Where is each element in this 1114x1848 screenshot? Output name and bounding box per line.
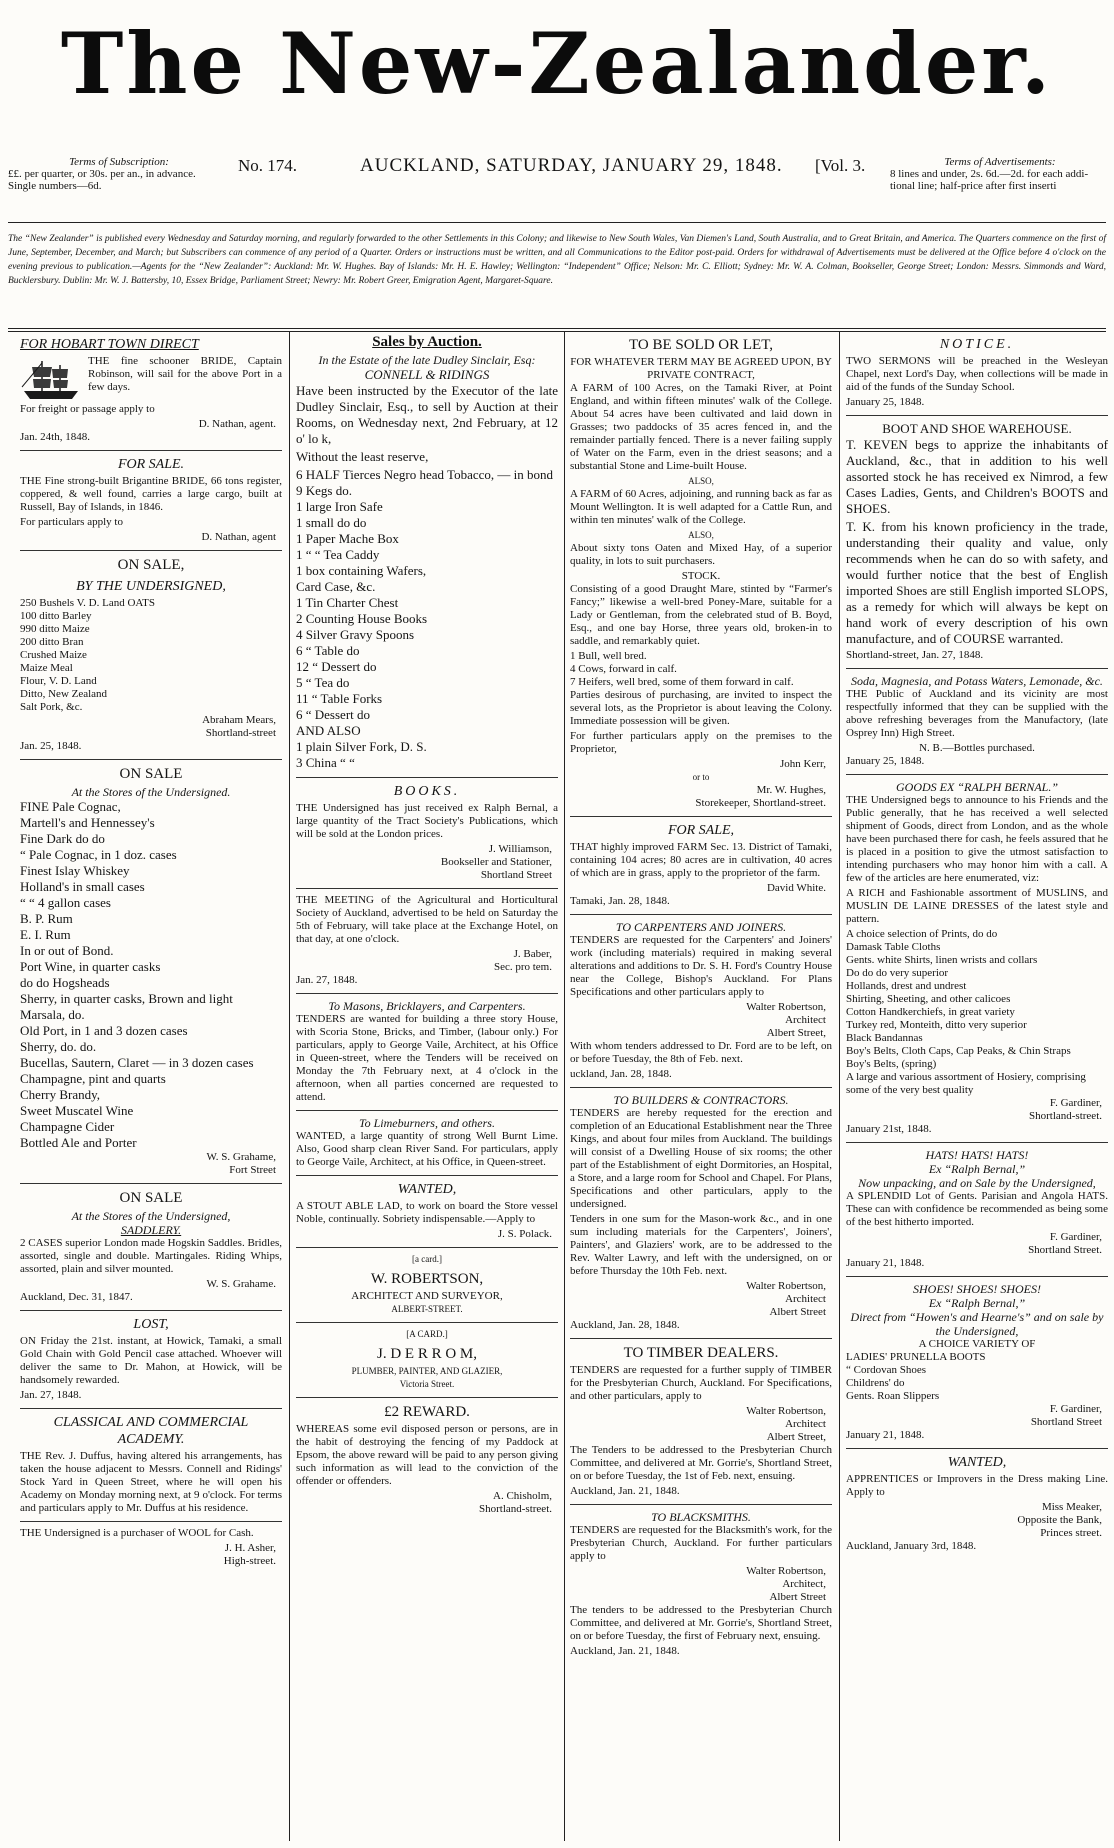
list-item: 1 Tin Charter Chest bbox=[296, 595, 399, 610]
ad-academy: CLASSICAL AND COMMERCIAL ACADEMY. THE Rev. J. Duffus, having altered his arrangements, has taken the house adjacent to Messrs. Connell and Ridings' Stock Yard in Queen Street, where he will open his Academy on Monday morning next, at 9 o'clock. For terms and particulars apply to Mr. Duffus at his residence. bbox=[20, 1415, 282, 1514]
list-item: Gents. Roan Slippers bbox=[846, 1390, 940, 1402]
ad-goods-ralph-bernal: GOODS EX “RALPH BERNAL.” THE Undersigned begs to announce to his Friends and the Public generally, that he has received a well selected shipment of Goods, direct from London, and as the whole have been purchased there for cash, he feels assured that he is placed in a position to give the utmost satisfaction to intending purchasers who may honor him with a call. A few of the articles are here enumerated, viz: A RICH and Fashionable assortment of MUSLINS, and MUSLIN DE LAINE DRESSES of the latest style and pattern. A choice selection of Prints, do do Damask Table Cloths Gents. white Shirts, linen wrists and collars Do do do very superior Hollands, drest and undrest Shirting, Sheeting, and other calicoes Cotton Handkerchiefs, in great variety Turkey red, Monteith, ditto very superior Black Bandannas Boy's Belts, Cloth Caps, Cap Peaks, & Chin Straps Boy's Belts, (spring) A large and various assortment of Hosiery, comprising some of the very best quality F. Gardiner, Shortland-street. January 21st, 1848. bbox=[846, 780, 1108, 1135]
ad-auction: Sales by Auction. In the Estate of the late Dudley Sinclair, Esq: CONNELL & RIDINGS Have been instructed by the Executor of the late Dudley Sinclair, Esq., to sell by Auction at their Rooms, on Wednesday next, 2nd February, at 12 o' lo k, Without the least reserve, 6 HALF Tierces Negro head Tobacco, — in bond 9 Kegs do. 1 large Iron Safe 1 small do do 1 Paper Mache Box 1 “ “ Tea Caddy 1 box containing Wafers, Card Case, &c. 1 Tin Charter Chest 2 Counting House Books 4 Silver Gravy Spoons 6 “ Table do 12 “ Dessert do 5 “ Tea do 11 “ Table Forks 6 “ Dessert do AND ALSO 1 plain Silver Fork, D. S. 3 China “ “ bbox=[296, 334, 558, 770]
list-item: Salt Pork, &c. bbox=[20, 701, 83, 713]
column-2 bbox=[296, 332, 558, 1840]
list-item: 1 Bull, well bred. bbox=[570, 650, 647, 662]
list-item: 6 “ Dessert do bbox=[296, 707, 371, 722]
list-item: Sherry, do. do. bbox=[20, 1039, 97, 1054]
list-item: Bucellas, Sautern, Claret — in 3 dozen cases bbox=[20, 1055, 254, 1070]
column-1 bbox=[20, 332, 282, 1840]
list-item: Gents. white Shirts, linen wrists and collars bbox=[846, 954, 1038, 966]
list-item: Cotton Handkerchiefs, in great variety bbox=[846, 1006, 1015, 1018]
list-item: 1 plain Silver Fork, D. S. bbox=[296, 739, 427, 754]
publication-notice: The “New Zealander” is published every Wednesday and Saturday morning, and regularly forwarded to the other Settlements in this Colony; and likewise to New South Wales, Van Diemen's Land, South Australia, and to Great Britain, and America. The Quarters commence on the first of June, September, December, and March; but Subscribers can commence of any period of a Quarter. Orders or instructions must be written, and all Communications to the Editor post-paid. Orders for withdrawal of Advertisements must be delivered at the Office before 4 o'clock on the evening previous to publication.—Agents for the “New Zealander”: Auckland: Mr. W. Hughes. Bay of Islands: Mr. H. E. Hawley; Wellington: “Independent” Office; Nelson: Mr. C. Elliott; Sydney: Mr. W. A. Colman, Bookseller, George Street; London: Messrs. Simmonds and Ward, Bucklersbury. Dublin: Mr. W. J. Battersby, 10, Essex Bridge, Parliament Street; Newry: Mr. Robert Greer, Emigration Agent, Margaret-Square. bbox=[8, 234, 1106, 286]
ad-agricultural-meeting: THE MEETING of the Agricultural and Horticultural Society of Auckland, advertised to be held on Saturday the 5th of February, will take place at the Exchange Hotel, on that day, at one o'clock. J. Baber, Sec. pro tem. Jan. 27, 1848. bbox=[296, 894, 558, 986]
ad-masons: To Masons, Bricklayers, and Carpenters. TENDERS are wanted for building a three story House, with Scoria Stone, Bricks, and Timber, (labour only.) For particulars, apply to George Vaile, Architect, at his Office in Queen-street, where the Tenders will be received on Monday the 7th February next, at 4 o'clock in the afternoon, when all parties concerned are requested to attend. bbox=[296, 999, 558, 1103]
column-rule bbox=[289, 331, 290, 1841]
ad-hobart-direct: FOR HOBART TOWN DIRECT THE fine schooner BRIDE, Captain Robinson, will sail for the above Port in a few days. For freight or passage apply to D. Nathan, agent. Jan. 24th, 1848. bbox=[20, 337, 282, 443]
list-item: E. I. Rum bbox=[20, 927, 71, 942]
list-item: 250 Bushels V. D. Land OATS bbox=[20, 597, 155, 609]
list-item: Marsala, do. bbox=[20, 1007, 85, 1022]
list-item: 1 large Iron Safe bbox=[296, 499, 383, 514]
volume-number: [Vol. 3. bbox=[815, 156, 866, 175]
list-item: Ditto, New Zealand bbox=[20, 688, 108, 700]
list-item: Shirting, Sheeting, and other calicoes bbox=[846, 993, 1011, 1005]
column-3 bbox=[570, 332, 832, 1840]
list-item: Old Port, in 1 and 3 dozen cases bbox=[20, 1023, 188, 1038]
list-item: AND ALSO bbox=[296, 723, 361, 738]
list-item: In or out of Bond. bbox=[20, 943, 114, 958]
list-item: “ “ 4 gallon cases bbox=[20, 895, 111, 910]
list-item: 7 Heifers, well bred, some of them forward in calf. bbox=[570, 676, 794, 688]
list-item: 4 Cows, forward in calf. bbox=[570, 663, 677, 675]
list-item: LADIES' PRUNELLA BOOTS bbox=[846, 1351, 986, 1363]
stock-list bbox=[570, 650, 832, 689]
list-item: Maize Meal bbox=[20, 662, 73, 674]
ad-saddlery: ON SALE At the Stores of the Undersigned, SADDLERY. 2 CASES superior London made Hogskin Saddles. Bridles, assorted, single and double. Martingales. Riding Whips, assorted, plain and silver mounted. W. S. Grahame. Auckland, Dec. 31, 1847. bbox=[20, 1190, 282, 1303]
list-item: Turkey red, Monteith, ditto very superior bbox=[846, 1019, 1027, 1031]
list-item: Finest Islay Whiskey bbox=[20, 863, 130, 878]
goods-list bbox=[846, 928, 1108, 1097]
list-item: Crushed Maize bbox=[20, 649, 87, 661]
list-item: B. P. Rum bbox=[20, 911, 73, 926]
ad-hats: HATS! HATS! HATS! Ex “Ralph Bernal,” Now unpacking, and on Sale by the Undersigned, A SPLENDID Lot of Gents. Parisian and Angola HATS. These can with confidence be recommended as being some of the best hitherto imported. F. Gardiner, Shortland Street. January 21, 1848. bbox=[846, 1148, 1108, 1269]
ad-blacksmiths: TO BLACKSMITHS. TENDERS are requested for the Blacksmith's work, for the Presbyterian Church, Auckland. For further particulars apply to Walter Robertson, Architect, Albert Street The tenders to be addressed to the Presbyterian Church Committee, and delivered at Mr. Gorrie's, Shortland Street, on or before Tuesday, the first of February next, ensuing. Auckland, Jan. 21, 1848. bbox=[570, 1510, 832, 1657]
list-item: 1 small do do bbox=[296, 515, 367, 530]
list-item: Sherry, in quarter casks, Brown and light bbox=[20, 991, 233, 1006]
list-item: Sweet Muscatel Wine bbox=[20, 1103, 134, 1118]
list-item: 3 China “ “ bbox=[296, 755, 355, 770]
list-item: Boy's Belts, (spring) bbox=[846, 1058, 937, 1070]
list-item: FINE Pale Cognac, bbox=[20, 799, 121, 814]
list-item: Boy's Belts, Cloth Caps, Cap Peaks, & Chin Straps bbox=[846, 1045, 1071, 1057]
spirits-list bbox=[20, 799, 282, 1151]
ship-icon bbox=[20, 357, 82, 403]
list-item: “ Cordovan Shoes bbox=[846, 1364, 927, 1376]
list-item: 4 Silver Gravy Spoons bbox=[296, 627, 415, 642]
ad-farm-for-sale: FOR SALE, THAT highly improved FARM Sec. 13. District of Tamaki, containing 104 acres; 80 acres are in cultivation, 40 acres of which are in grass, apply to the proprietor of the farm. David White. Tamaki, Jan. 28, 1848. bbox=[570, 823, 832, 907]
list-item: 2 Counting House Books bbox=[296, 611, 428, 626]
ad-shoes: SHOES! SHOES! SHOES! Ex “Ralph Bernal,” Direct from “Howen's and Hearne's” and on sale by the Undersigned, A CHOICE VARIETY OF LADIES' PRUNELLA BOOTS “ Cordovan Shoes Childrens' do Gents. Roan Slippers F. Gardiner, Shortland Street January 21, 1848. bbox=[846, 1282, 1108, 1442]
dateline bbox=[0, 152, 1114, 202]
list-item: Black Bandannas bbox=[846, 1032, 923, 1044]
ad-to-be-sold-or-let: TO BE SOLD OR LET, FOR WHATEVER TERM MAY BE AGREED UPON, BY PRIVATE CONTRACT, A FARM of 100 Acres, on the Tamaki River, at Point England, and within fifteen minutes' walk of the College. About 54 acres have been cultivated and laid down in Grasses; two paddocks of 35 acres fenced in, and the remainder partially fenced. There is a never failing supply of Water on the Farm, even in the driest seasons; and a substantial Stone and Lime-built House. ALSO, A FARM of 60 Acres, adjoining, and running back as far as Mount Wellington. It is well adapted for a Cattle Run, and within ten minutes' walk of the College. ALSO, About sixty tons Oaten and Mixed Hay, of a superior quality, in lots to suit purchasers. STOCK. Consisting of a good Draught Mare, stinted by “Farmer's Fancy;” likewise a well-bred Poney-Mare, suitable for a Lady or Gentleman, from the celebrated stud of B. Boyd, Esq., and one bay Horse, three years old, broken-in to saddle, and remarkably quiet. 1 Bull, well bred. 4 Cows, forward in calf. 7 Heifers, well bred, some of them forward in calf. Parties desirous of purchasing, are invited to inspect the several lots, as the Proprietor is about leaving the Colony. Immediate possession will be given. For further particulars apply on the premises to the Proprietor, John Kerr, or to Mr. W. Hughes, Storekeeper, Shortland-street. bbox=[570, 337, 832, 809]
ad-reward: £2 REWARD. WHEREAS some evil disposed person or persons, are in the habit of destroying the fencing of my Paddock at Epsom, the above reward will be paid to any person giving such information as will lead to the conviction of the offender or offenders. A. Chisholm, Shortland-street. bbox=[296, 1404, 558, 1515]
ad-wanted-lad: WANTED, A STOUT ABLE LAD, to work on board the Store vessel Noble, continually. Sobriety indispensable.—Apply to J. S. Polack. bbox=[296, 1182, 558, 1240]
column-4 bbox=[846, 332, 1108, 1840]
rule bbox=[8, 222, 1106, 223]
card-derrom: [A CARD.] J. D E R R O M, PLUMBER, PAINTER, AND GLAZIER, Victoria Street. bbox=[351, 1329, 503, 1389]
ad-builders: TO BUILDERS & CONTRACTORS. TENDERS are hereby requested for the erection and completion of an Educational Establishment near the Three Kings, and about four miles from Auckland. The buildings will consist of a Dwelling House of six rooms; the other part of the Establishment of eight Dormitories, an Hospital, a Store, and a large room for School and Chapel. For Plans, Specifications and other particulars, apply to the undersigned. Tenders in one sum for the Mason-work &c., and in one sum including materials for the Carpenters', Joiners', Painters', and Glaziers' work, are to be addressed to the Rev. Walter Lawry, and left with the undersigned, on or before Thursday the 10th Feb. next. Walter Robertson, Architect Albert Street Auckland, Jan. 28, 1848. bbox=[570, 1093, 832, 1331]
ad-for-sale-brigantine: FOR SALE. THE Fine strong-built Brigantine BRIDE, 66 tons register, coppered, & well found, carries a large cargo, built at Russell, Bay of Islands, in 1846. For particulars apply to D. Nathan, agent bbox=[20, 457, 282, 543]
grain-list bbox=[20, 597, 282, 714]
list-item: Damask Table Cloths bbox=[846, 941, 941, 953]
card-robertson: [a card.] W. ROBERTSON, ARCHITECT AND SURVEYOR, ALBERT-STREET. bbox=[351, 1254, 503, 1314]
list-item: Port Wine, in quarter casks bbox=[20, 959, 161, 974]
list-item: 1 “ “ Tea Caddy bbox=[296, 547, 380, 562]
ad-limeburners: To Limeburners, and others. WANTED, a large quantity of strong Well Burnt Lime. Also, Good sharp clean River Sand. For particulars, apply to George Vaile, Architect, at his Office, in Queen-street. bbox=[296, 1116, 558, 1168]
list-item: Holland's in small cases bbox=[20, 879, 145, 894]
list-item: Childrens' do bbox=[846, 1377, 905, 1389]
list-item: A large and various assortment of Hosiery, comprising some of the very best quality bbox=[846, 1071, 1086, 1096]
list-item: Bottled Ale and Porter bbox=[20, 1135, 137, 1150]
list-item: Card Case, &c. bbox=[296, 579, 376, 594]
ad-books: BOOKS. THE Undersigned has just received ex Ralph Bernal, a large quantity of the Tract Society's Publications, which will be sold at the London prices. J. Williamson, Bookseller and Stationer, Shortland Street bbox=[296, 784, 558, 881]
list-item: 1 box containing Wafers, bbox=[296, 563, 427, 578]
list-item: 200 ditto Bran bbox=[20, 636, 84, 648]
column-rule bbox=[564, 331, 565, 1841]
list-item: Martell's and Hennessey's bbox=[20, 815, 155, 830]
list-item: 5 “ Tea do bbox=[296, 675, 350, 690]
list-item: 990 ditto Maize bbox=[20, 623, 90, 635]
list-item: 1 Paper Mache Box bbox=[296, 531, 399, 546]
list-item: Flour, V. D. Land bbox=[20, 675, 97, 687]
ad-wanted-apprentices: WANTED, APPRENTICES or Improvers in the Dress making Line. Apply to Miss Meaker, Opposite the Bank, Princes street. Auckland, January 3rd, 1848. bbox=[846, 1455, 1108, 1552]
ad-on-sale-grain: ON SALE, BY THE UNDERSIGNED, 250 Bushels V. D. Land OATS 100 ditto Barley 990 ditto Maize 200 ditto Bran Crushed Maize Maize Meal Flour, V. D. Land Ditto, New Zealand Salt Pork, &c. Abraham Mears, Shortland-street Jan. 25, 1848. bbox=[20, 556, 282, 753]
list-item: “ Pale Cognac, in 1 doz. cases bbox=[20, 847, 177, 862]
masthead-title: The New-Zealander. bbox=[60, 14, 1054, 113]
list-item: Cherry Brandy, bbox=[20, 1087, 101, 1102]
ad-boot-shoe-warehouse: BOOT AND SHOE WAREHOUSE. T. KEVEN begs to apprize the inhabitants of Auckland, &c., that in addition to his well assorted stock he has received ex Nimrod, a few Cases Ladies, Gents, and Children's BOOTS and SHOES. T. K. from his known proficiency in the trade, understanding their quality and value, only recommends when he can do so with safety, and would further notice that the best of English imported Shoes are still English imported SLOPS, as a remedy for which will always be kept on hand work of every description of his own manufacture, and of COURSE warranted. Shortland-street, Jan. 27, 1848. bbox=[846, 421, 1108, 661]
auction-lots bbox=[296, 467, 558, 771]
rule bbox=[8, 328, 1106, 329]
list-item: 9 Kegs do. bbox=[296, 483, 352, 498]
list-item: Do do do very superior bbox=[846, 967, 949, 979]
ad-wool: THE Undersigned is a purchaser of WOOL for Cash. J. H. Asher, High-street. bbox=[20, 1527, 276, 1567]
list-item: 6 “ Table do bbox=[296, 643, 360, 658]
list-item: A choice selection of Prints, do do bbox=[846, 928, 998, 940]
advertisement-terms: Terms of Advertisements: 8 lines and under, 2s. 6d.—2d. for each addi- tional line; half-price after first inserti bbox=[890, 156, 1089, 192]
subscription-terms: Terms of Subscription: ££. per quarter, or 30s. per an., in advance. Single numbers—6d. bbox=[8, 156, 196, 192]
list-item: do do Hogsheads bbox=[20, 975, 110, 990]
list-item: Champagne Cider bbox=[20, 1119, 115, 1134]
list-item: Fine Dark do do bbox=[20, 831, 105, 846]
ad-on-sale-spirits: ON SALE At the Stores of the Undersigned. FINE Pale Cognac, Martell's and Hennessey's Fine Dark do do “ Pale Cognac, in 1 doz. cases Finest Islay Whiskey Holland's in small cases “ “ 4 gallon cases B. P. Rum E. I. Rum In or out of Bond. Port Wine, in quarter casks do do Hogsheads Sherry, in quarter casks, Brown and light Marsala, do. Old Port, in 1 and 3 dozen cases Sherry, do. do. Bucellas, Sautern, Claret — in 3 dozen cases Champagne, pint and quarts Cherry Brandy, Sweet Muscatel Wine Champagne Cider Bottled Ale and Porter W. S. Grahame, Fort Street bbox=[20, 765, 282, 1177]
ad-timber-dealers: TO TIMBER DEALERS. TENDERS are requested for a further supply of TIMBER for the Presbyterian Church, Auckland. For Specifications, and other particulars, apply to Walter Robertson, Architect Albert Street, The Tenders to be addressed to the Presbyterian Church Committee, and delivered at Mr. Gorrie's, Shortland Street, on or before Tuesday, the 1st of Feb. next, ensuing. Auckland, Jan. 21, 1848. bbox=[570, 1345, 832, 1497]
list-item: Hollands, drest and undrest bbox=[846, 980, 967, 992]
ad-notice-sermons: NOTICE. TWO SERMONS will be preached in the Wesleyan Chapel, next Lord's Day, when collections will be made in aid of the funds of the Sunday School. January 25, 1848. bbox=[846, 337, 1108, 408]
column-rule bbox=[839, 331, 840, 1841]
ad-carpenters: TO CARPENTERS AND JOINERS. TENDERS are requested for the Carpenters' and Joiners' work (including materials) required in making several alterations and additions to Dr. S. H. Ford's Country House near the College, Bishop's Auckland. For Plans Specifications and other particulars apply to Walter Robertson, Architect Albert Street, With whom tenders addressed to Dr. Ford are to be left, on or before Tuesday, the 8th of Feb. next. uckland, Jan. 28, 1848. bbox=[570, 920, 832, 1080]
list-item: 12 “ Dessert do bbox=[296, 659, 377, 674]
list-item: Champagne, pint and quarts bbox=[20, 1071, 166, 1086]
ad-soda-waters: Soda, Magnesia, and Potass Waters, Lemonade, &c. THE Public of Auckland and its vicinity are most respectfully informed that they can be supplied with the above refreshing beverages from the Manufactory, (late Osprey Inn) High Street. N. B.—Bottles purchased. January 25, 1848. bbox=[846, 674, 1108, 767]
list-item: 11 “ Table Forks bbox=[296, 691, 383, 706]
shoes-list bbox=[846, 1351, 1108, 1403]
issue-date: AUCKLAND, SATURDAY, JANUARY 29, 1848. bbox=[360, 155, 783, 176]
list-item: 6 HALF Tierces Negro head Tobacco, — in bond bbox=[296, 467, 554, 482]
ad-lost: LOST, ON Friday the 21st. instant, at Howick, Tamaki, a small Gold Chain with Gold Pencil case attached. Whoever will deliver the same to Dr. Mahon, at Howick, will be handsomely rewarded. Jan. 27, 1848. bbox=[20, 1317, 282, 1401]
list-item: 100 ditto Barley bbox=[20, 610, 92, 622]
issue-number: No. 174. bbox=[238, 156, 298, 175]
